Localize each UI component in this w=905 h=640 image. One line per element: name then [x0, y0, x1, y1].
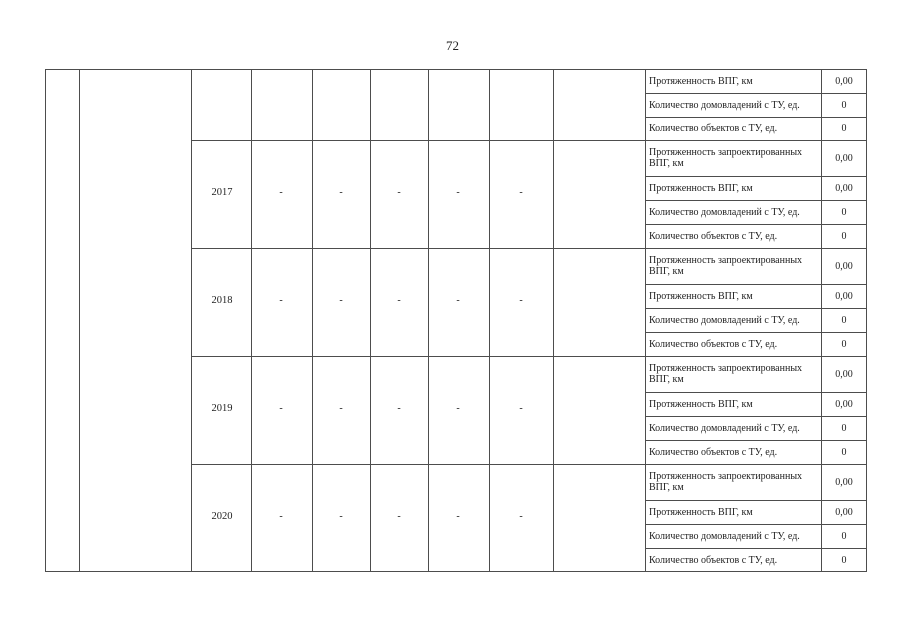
- indicator-value: 0: [841, 446, 847, 458]
- column-divider: [645, 69, 646, 572]
- indicator-value: 0: [841, 230, 847, 242]
- empty-value-dash: -: [279, 511, 283, 522]
- indicator-label: Протяженность запроектированных ВПГ, км: [649, 363, 803, 385]
- column-divider: [251, 69, 252, 572]
- indicator-label: Количество домовладений с ТУ, ед.: [649, 99, 800, 111]
- indicator-value: 0,00: [835, 290, 853, 302]
- empty-value-dash: -: [397, 295, 401, 306]
- empty-value-dash: -: [397, 511, 401, 522]
- column-divider: [191, 69, 192, 572]
- indicator-value: 0: [841, 99, 847, 111]
- indicator-label: Протяженность запроектированных ВПГ, км: [649, 147, 803, 169]
- indicator-label: Количество домовладений с ТУ, ед.: [649, 206, 800, 218]
- indicator-value: 0: [841, 422, 847, 434]
- year-label: 2020: [211, 511, 233, 522]
- indicator-value: 0,00: [835, 476, 853, 488]
- column-divider: [79, 69, 80, 572]
- indicator-value: 0,00: [835, 506, 853, 518]
- empty-value-dash: -: [456, 295, 460, 306]
- indicator-label: Протяженность ВПГ, км: [649, 398, 753, 410]
- indicator-value: 0,00: [835, 152, 853, 164]
- year-label: 2017: [211, 187, 233, 198]
- column-divider: [866, 69, 867, 572]
- indicator-label: Количество домовладений с ТУ, ед.: [649, 530, 800, 542]
- empty-value-dash: -: [519, 511, 523, 522]
- indicator-value: 0: [841, 554, 847, 566]
- indicator-value: 0: [841, 530, 847, 542]
- indicator-value: 0: [841, 123, 847, 134]
- column-divider: [428, 69, 429, 572]
- empty-value-dash: -: [279, 295, 283, 306]
- column-divider: [489, 69, 490, 572]
- empty-value-dash: -: [456, 511, 460, 522]
- empty-value-dash: -: [519, 403, 523, 414]
- indicator-value: 0: [841, 314, 847, 326]
- year-label: 2018: [211, 295, 233, 306]
- indicator-label: Количество объектов с ТУ, ед.: [649, 446, 778, 458]
- empty-value-dash: -: [339, 295, 343, 306]
- empty-value-dash: -: [519, 295, 523, 306]
- indicator-label: Количество объектов с ТУ, ед.: [649, 123, 778, 134]
- empty-value-dash: -: [456, 187, 460, 198]
- indicator-value: 0,00: [835, 398, 853, 410]
- empty-value-dash: -: [339, 403, 343, 414]
- indicator-value: 0: [841, 206, 847, 218]
- indicator-label: Протяженность ВПГ, км: [649, 290, 753, 302]
- empty-value-dash: -: [279, 403, 283, 414]
- indicator-label: Протяженность запроектированных ВПГ, км: [649, 255, 803, 277]
- indicator-label: Протяженность ВПГ, км: [649, 506, 753, 518]
- indicator-label: Количество объектов с ТУ, ед.: [649, 230, 778, 242]
- column-divider: [370, 69, 371, 572]
- empty-value-dash: -: [397, 187, 401, 198]
- column-divider: [312, 69, 313, 572]
- indicator-label: Количество домовладений с ТУ, ед.: [649, 314, 800, 326]
- page-number: 72: [446, 38, 459, 53]
- empty-value-dash: -: [339, 187, 343, 198]
- indicator-value: 0,00: [835, 75, 853, 87]
- indicator-label: Количество объектов с ТУ, ед.: [649, 554, 778, 566]
- indicator-label: Количество объектов с ТУ, ед.: [649, 338, 778, 350]
- empty-value-dash: -: [397, 403, 401, 414]
- indicator-value: 0: [841, 338, 847, 350]
- column-divider: [553, 69, 554, 572]
- empty-value-dash: -: [519, 187, 523, 198]
- empty-value-dash: -: [279, 187, 283, 198]
- indicator-value: 0,00: [835, 182, 853, 194]
- indicator-label: Количество домовладений с ТУ, ед.: [649, 422, 800, 434]
- indicator-label: Протяженность запроектированных ВПГ, км: [649, 471, 803, 493]
- indicator-value: 0,00: [835, 260, 853, 272]
- year-label: 2019: [211, 403, 233, 414]
- empty-value-dash: -: [456, 403, 460, 414]
- indicator-label: Протяженность ВПГ, км: [649, 182, 753, 194]
- indicator-label: Протяженность ВПГ, км: [649, 75, 753, 87]
- column-divider: [45, 69, 46, 572]
- empty-value-dash: -: [339, 511, 343, 522]
- indicator-value: 0,00: [835, 368, 853, 380]
